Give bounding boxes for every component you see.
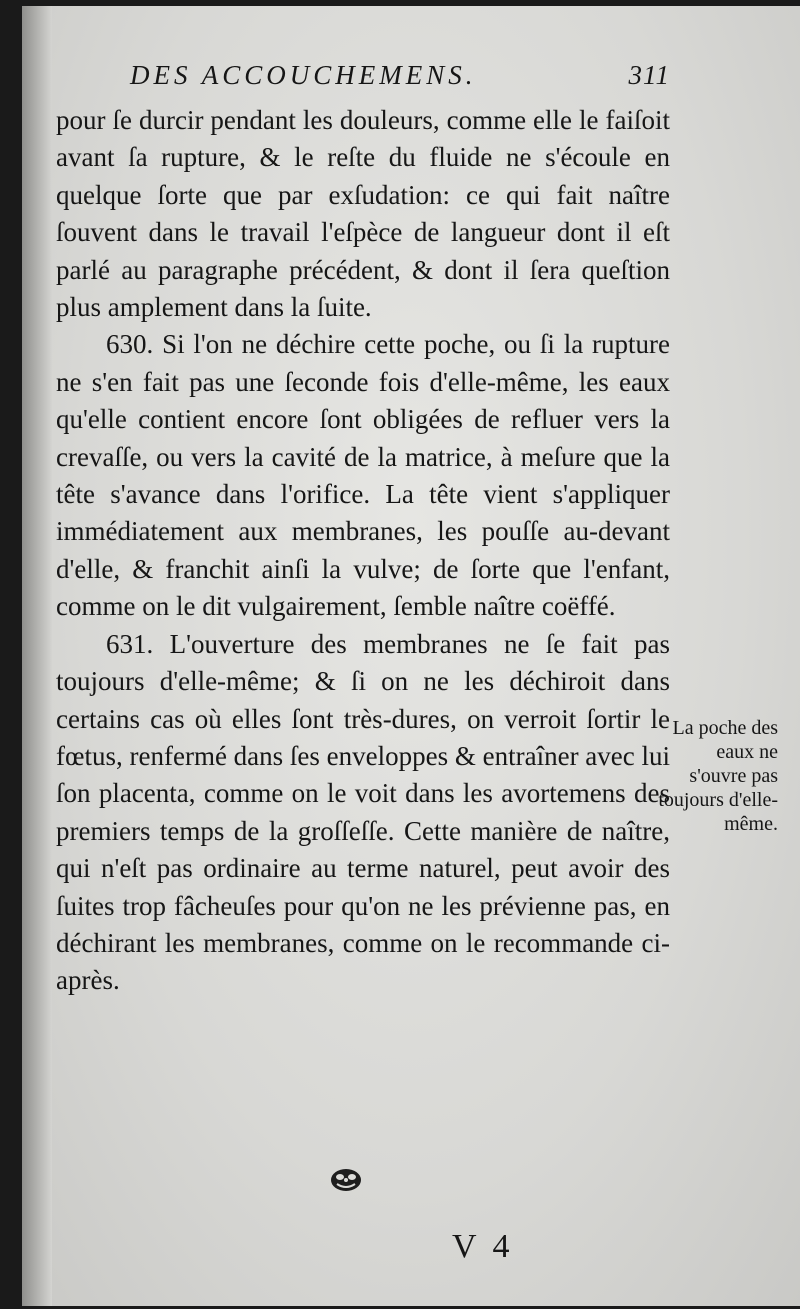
text-body bbox=[56, 102, 670, 1000]
margin-note: La poche des eaux ne s'ouvre pas toujours d'elle-même. bbox=[658, 717, 778, 835]
page-gutter-shadow bbox=[22, 6, 52, 1306]
paragraph-630: 630. Si l'on ne déchire cette poche, ou ſi la rupture ne s'en fait pas une ſeconde fois d'elle-même, les eaux qu'elle contient encore ſont obligées de refluer vers la crevaſſe, ou vers la cavité de la matrice, à meſure que la tête s'avance dans l'orifice. La tête vient s'appliquer immédiatement aux membranes, les pouſſe au-devant d'elle, & franchit ainſi la vulve; de ſorte que l'enfant, comme on le dit vulgairement, ſemble naître coëffé. bbox=[56, 329, 670, 622]
paragraph-631: 631. L'ouverture des membranes ne ſe fait pas toujours d'elle-même; & ſi on ne les déchiroit dans certains cas où elles ſont très-dures, on verroit ſortir le fœtus, renfermé dans ſes enveloppes & entraîner avec lui ſon placenta, comme on le voit dans les avortemens des premiers temps de la groſſeſſe. Cette manière de naître, qui n'eſt pas ordinaire au terme naturel, peut avoir des ſuites trop fâcheuſes pour qu'on ne les prévienne pas, en déchirant les membranes, comme on le recommande ci-après. bbox=[56, 628, 671, 996]
running-title: DES ACCOUCHEMENS. bbox=[130, 60, 477, 90]
signature-mark: V 4 bbox=[452, 1228, 514, 1265]
paragraph-continued: pour ſe durcir pendant les douleurs, comme elle le faiſoit avant ſa rupture, & le reſte du fluide ne s'écoule en quelque ſorte que par exſudation: ce qui fait naître ſouvent dans le travail l'eſpèce de langueur dont il eſt parlé au paragraphe précédent, & dont il ſera queſtion plus amplement dans la ſuite. bbox=[56, 105, 670, 323]
running-header bbox=[130, 58, 670, 98]
book-page bbox=[22, 6, 800, 1306]
fleuron-ornament-icon bbox=[328, 1166, 364, 1194]
page-number: 311 bbox=[628, 60, 670, 90]
